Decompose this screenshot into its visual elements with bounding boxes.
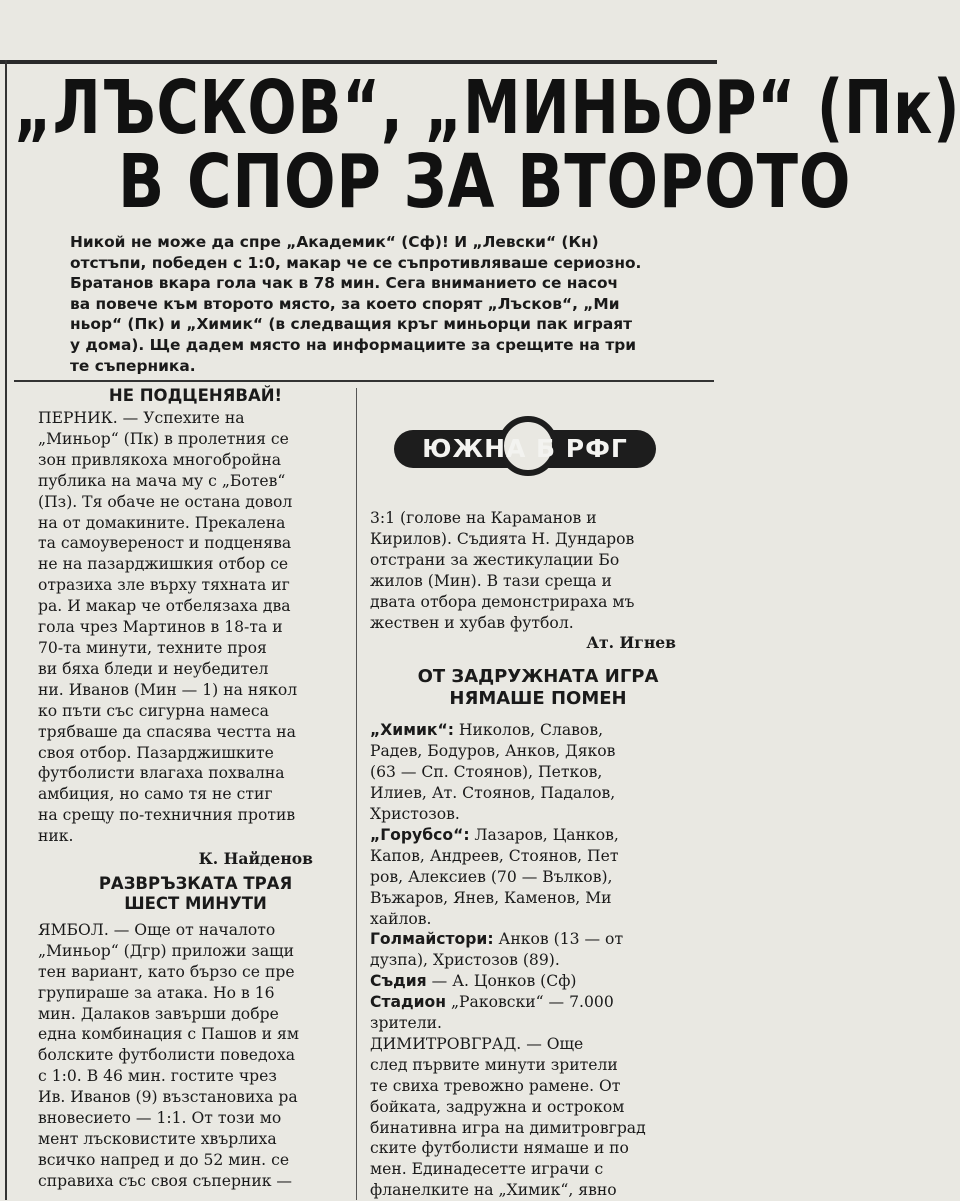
team-label-gorubso: „Горубсо“:	[370, 825, 470, 844]
intro-paragraph: Никой не може да спре „Академик“ (Сф)! И „Левски“ (Кн) отстъпи, победен с 1:0, макар че се съпротивляваше сериозно. Братанов вкара гола чак в 78 мин. Сега вниманието се насоч ва повече към второто място, за което спорят „Лъсков“, „Ми ньор“ (Пк) и „Химик“ (в следващия кръг миньорци пак играят у дома). Ще дадем място на информациите за срещите на три те съперника.	[70, 233, 642, 375]
team-label-himik: „Химик“:	[370, 721, 454, 740]
scorers-line	[370, 929, 706, 971]
referee-line	[370, 971, 706, 992]
scorers-label: Голмайстори:	[370, 930, 494, 949]
article-continuation: 3:1 (голове на Караманов и Кирилов). Съдията Н. Дундаров отстрани за жестикулации Бо жилов (Мин). В тази среща и двата отбора демонстрираха мъ жествен и хубав футбол.	[370, 509, 635, 632]
left-border-rule	[5, 60, 7, 1200]
headline-line-2: В СПОР ЗА ВТОРОТО	[118, 139, 852, 225]
lineup-gorubso-players: Лазаров, Цанков, Капов, Андреев, Стоянов, Пет ров, Алексиев (70 — Вълков), Въжаров, Янев, Каменов, Ми хайлов.	[370, 825, 619, 928]
byline-ignev: Ат. Игнев	[586, 633, 676, 653]
stadium-value: „Раковски“ — 7.000 зрители.	[370, 993, 614, 1033]
lineup-gorubso	[370, 825, 706, 930]
top-rule	[0, 60, 717, 64]
scorers-value: Анков (13 — от дузпа), Христозов (89).	[370, 930, 624, 970]
yuzhna-b-rfg-logo	[394, 416, 656, 474]
subheading-ne-podcenyavai: НЕ ПОДЦЕНЯВАЙ!	[108, 386, 283, 405]
subheading-razvrazkata: РАЗВРЪЗКАТА ТРАЯ ШЕСТ МИНУТИ	[98, 873, 293, 913]
article-dimitrovgrad: ДИМИТРОВГРАД. — Още след първите минути зрители те свиха тревожно рамене. От бойката, задружна и остроком бинативна игра на димитровград ските футболисти нямаше и по мен. Единадесетте играчи с фланелките на „Химик“, явно	[370, 1034, 646, 1200]
subheading-ot-zadruzhnata: ОТ ЗАДРУЖНАТА ИГРА НЯМАШЕ ПОМЕН	[417, 666, 659, 710]
article-pernik: ПЕРНИК. — Успехите на „Миньор“ (Пк) в пролетния се зон привлякоха многобройна публика на мача му с „Ботев“ (Пз). Тя обаче не остана довол на от домакините. Прекалена та самоувереност и подценява не на пазарджишкия отбор се отразиха зле върху тяхната иг ра. И макар че отбелязаха два гола чрез Мартинов в 18-та и 70-та минути, техните проя ви бяха бледи и неубедител ни. Иванов (Мин — 1) на някол ко пъти със сигурна намеса трябваше да спасява честта на своя отбор. Пазарджишките футболисти влагаха похвална амбиция, но само тя не стиг на срещу по-техничния против ник.	[38, 409, 298, 846]
lineup-himik-players: Николов, Славов, Радев, Бодуров, Анков, Дяков (63 — Сп. Стоянов), Петков, Илиев, Ат. Стоянов, Падалов, Христозов.	[370, 721, 616, 823]
referee-label: Съдия	[370, 972, 427, 991]
headline-line-1: „ЛЪСКОВ“, „МИНЬОР“ (Пк)	[14, 65, 960, 151]
stadium-label: Стадион	[370, 993, 447, 1012]
article-yambol: ЯМБОЛ. — Още от началото „Миньор“ (Дгр) приложи защи тен вариант, като бързо се пре групираше за атака. Но в 16 мин. Далаков завърши добре една комбинация с Пашов и ям болските футболисти поведоха с 1:0. В 46 мин. гостите чрез Ив. Иванов (9) възстановиха ра вновесието — 1:1. От този мо мент лъсковистите хвърлиха всичко напред и до 52 мин. се справиха със своя съперник —	[38, 920, 299, 1190]
referee-value: — А. Цонков (Сф)	[426, 972, 577, 991]
logo-text: ЮЖНА Б РФГ	[422, 434, 628, 463]
column-divider	[356, 388, 357, 1200]
stadium-line	[370, 992, 706, 1034]
right-column	[370, 508, 706, 1201]
byline-naidenov: К. Найденов	[198, 849, 313, 869]
left-column	[38, 386, 353, 1192]
lineup-himik	[370, 720, 706, 825]
intro-divider	[14, 380, 714, 382]
